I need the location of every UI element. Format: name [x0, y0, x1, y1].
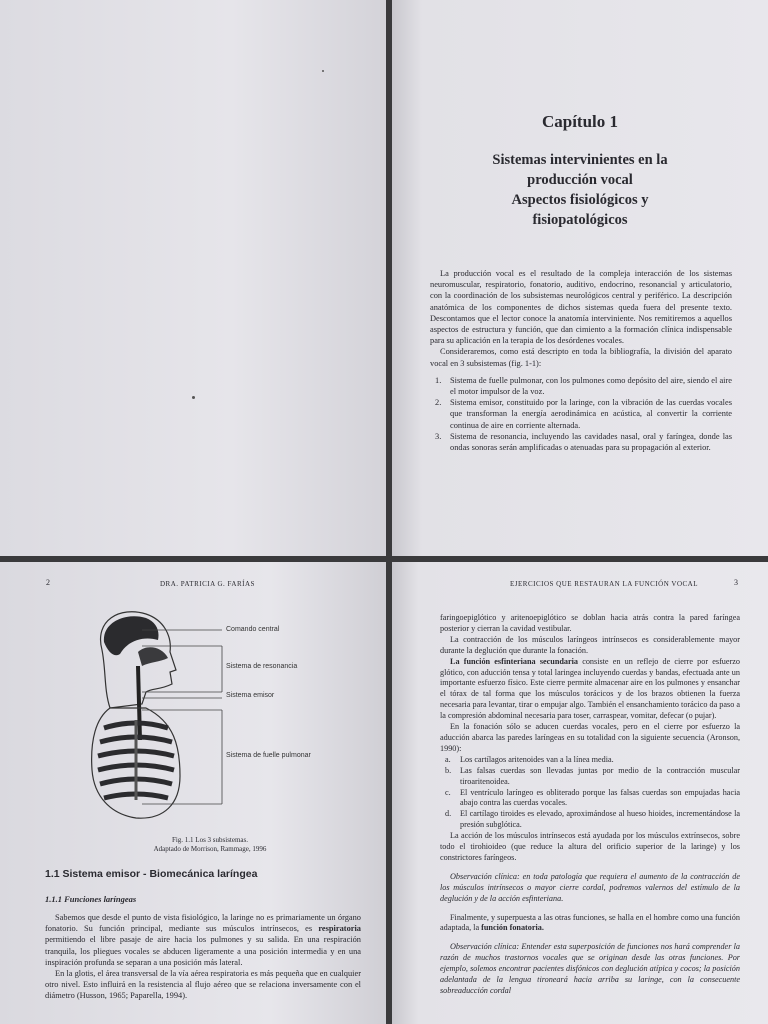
page-2-body [45, 912, 361, 1002]
intro-paragraph: Consideraremos, como está descripto en toda la bibliografía, la división del aparato vocal en 3 subsistemas (fig. 1-1): [430, 347, 732, 368]
paragraph: Sabemos que desde el punto de vista fisiológico, la laringe no es primariamente un órgano fonatorio. Su función principal, mediante sus músculos intrínsecos, es respiratoria permitiendo el libre pasaje de aire hacia los pulmones y su salida. En una respiración tranquila, los pliegues vocales se abducen ligeramente a una posición intermedia y en una inspiración profunda se separan a una posición más lateral. [45, 913, 361, 967]
intro-paragraph: La producción vocal es el resultado de la compleja interacción de los sistemas neuromuscular, respiratorio, fonatorio, auditivo, endocrino, resonancial y articulatorio, con la coordinación de los subsistemas neurológicos central y periférico. La descripción anatómica de los componentes de dichos sistemas queda fuera del presente texto. Descontamos que el lector conoce la anatomía interviniente. Nos remitiremos a aquellos aspectos de estructura y función, que dan cimiento a la formación clínica indispensable para su aplicación en la terapia de los desórdenes vocales. [430, 269, 732, 346]
list-item: d. El cartílago tiroides es elevado, aproximándose al hueso hioides, incrementándose la presión subglótica. [445, 809, 740, 830]
ink-speck [192, 396, 195, 399]
list-item: 1. Sistema de fuelle pulmonar, con los pulmones como depósito del aire, siendo el aire el motor impulsor de la voz. [435, 375, 732, 397]
page-number: 3 [734, 578, 738, 587]
list-item: b. Las falsas cuerdas son llevadas juntas por medio de la contracción muscular tiroaritenoidea. [445, 765, 740, 786]
subsystems-list [430, 375, 732, 453]
list-item: 2. Sistema emisor, constituido por la laringe, con la vibración de las cuerdas vocales que transforman la energía aerodinámica en acústica, al convertir la corriente continua de aire en corriente alternada. [435, 398, 732, 430]
sequence-list [440, 755, 740, 831]
page-3-body [440, 613, 740, 997]
figure-label: Sistema emisor [226, 692, 275, 699]
page-chapter-opening [392, 0, 768, 556]
figure-label: Comando central [226, 626, 280, 633]
paragraph: La función esfinteriana secundaria consiste en un reflejo de cierre por esfuerzo glótico, con aducción tensa y total laringea incluyendo cuerdas y bandas, efectuada ante un importante esfuerzo físico. Este cierre permite almacenar aire en los pulmones y ensanchar el tórax de tal forma que los músculos torácicos y de los brazos obtienen la fuerza necesaria para levantar, tirar o empujar algo. También el ensanchamiento torácico da paso a la compresión abdominal necesaria para toser, carraspear, vomitar, defecar (o pujar). [440, 656, 740, 721]
running-header: EJERCICIOS QUE RESTAURAN LA FUNCIÓN VOCAL [510, 580, 699, 588]
paragraph: Finalmente, y superpuesta a las otras funciones, se halla en el hombre como una función adaptada, la función fonatoria. [440, 912, 740, 933]
caption-line: Fig. 1.1 Los 3 subsistemas. [171, 836, 249, 844]
list-item: c. El ventrículo laríngeo es obliterado porque las falsas cuerdas son empujadas hacia abajo contra las cuerdas vocales. [445, 787, 740, 808]
paragraph: En la fonación sólo se aducen cuerdas vocales, pero en el cierre por esfuerzo la aducción abarca las paredes laríngeas en su totalidad con la siguiente secuencia (Aronson, 1990): [440, 722, 740, 753]
figure-caption [120, 836, 300, 854]
clinical-observation: Observación clínica: Entender esta superposición de funciones nos hará comprender la razón de muchos trastornos vocales que se originan desde las otras funciones. Por ejemplo, solemos encontrar pacientes disfónicos con deglución atípica y cocos; la posición adelantada de la lengua tironeará hacia arriba su laringe, con la consecuente sobreaducción cordal [440, 942, 740, 995]
figure-label: Sistema de resonancia [226, 663, 298, 670]
chapter-title-line: Sistemas intervinientes en la [492, 152, 668, 168]
chapter-title-line: producción vocal [527, 172, 633, 188]
paragraph: La contracción de los músculos laríngeos intrínsecos es considerablemente mayor durante la deglución que durante la fonación. [440, 634, 740, 655]
paragraph: La acción de los músculos intrínsecos está ayudada por los músculos extrínsecos, sobre todo el tirohioideo (que reduce la altura del orificio superior de la laringe) y los constrictores faríngeos. [440, 831, 740, 862]
chapter-title-line: fisiopatológicos [532, 212, 628, 228]
paragraph: En la glotis, el área transversal de la vía aérea respiratoria es más pequeña que en cualquier otro nivel. Esto influirá en la resistencia al flujo aéreo que se relaciona inversamente con el diámetro (Husson, 1965; Paparella, 1994). [45, 969, 361, 1001]
figure-label: Sistema de fuelle pulmonar [226, 752, 311, 759]
page-number: 2 [46, 578, 50, 587]
ink-speck [322, 70, 324, 72]
chapter-title [422, 150, 738, 230]
running-header: DRA. PATRICIA G. FARÍAS [160, 580, 255, 588]
list-item: a. Los cartílagos aritenoides van a la línea media. [445, 754, 614, 764]
clinical-observation: Observación clínica: en toda patología que requiera el aumento de la contracción de los músculos intrínsecos o mayor cierre cordal, podremos valernos del estímulo de la deglución y de la acción esfinteriana. [440, 871, 740, 903]
page-top-left [0, 0, 386, 556]
nasal-cavity [138, 647, 168, 666]
chapter-intro [430, 268, 732, 453]
list-item: 3. Sistema de resonancia, incluyendo las cavidades nasal, oral y faríngea, donde las ondas sonoras serán amplificadas o atenuadas para su propagación al exterior. [435, 431, 732, 453]
section-title: 1.1 Sistema emisor - Biomecánica laríngea [45, 868, 258, 880]
airway [138, 666, 140, 740]
subsection-title: 1.1.1 Funciones laríngeas [45, 894, 137, 904]
paragraph: faringoepiglótico y aritenoepiglótico se doblan hacia atrás contra la pared faríngea posterior y cierran la cavidad vestibular. [440, 613, 740, 633]
caption-line: Adaptado de Morrison, Rammage, 1996 [153, 845, 267, 853]
chapter-title-line: Aspectos fisiológicos y [511, 192, 649, 208]
chapter-label: Capítulo 1 [541, 112, 619, 131]
figure-subsystems [80, 600, 260, 830]
